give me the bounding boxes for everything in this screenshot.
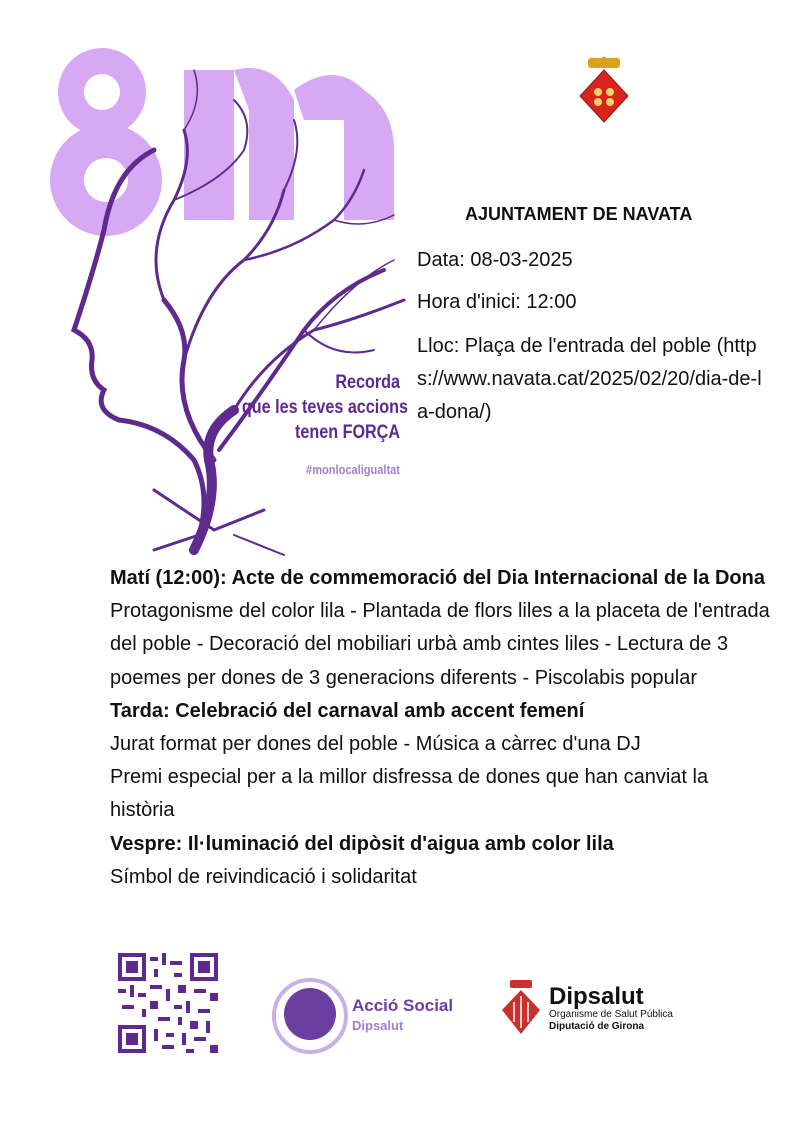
accio-social-name: Acció Social <box>352 996 454 1015</box>
morning-title: Matí (12:00): Acte de commemoració del Dia Internacional de la Dona <box>110 567 765 589</box>
dipsalut-shield-icon <box>500 980 542 1036</box>
slogan-line: que les teves accions <box>241 397 408 418</box>
event-start-time: Hora d'inici: 12:00 <box>417 291 577 313</box>
slogan-line: tenen FORÇA <box>295 422 400 443</box>
navata-coat-of-arms-icon <box>578 56 630 128</box>
dipsalut-subtitle: Organisme de Salut Pública <box>549 1009 673 1020</box>
event-place: Lloc: Plaça de l'entrada del poble (https://www.navata.cat/2025/02/20/dia-de-la-dona/) <box>417 335 762 423</box>
qr-code-icon[interactable] <box>118 953 218 1053</box>
organization-title: AJUNTAMENT DE NAVATA <box>465 204 693 224</box>
eight-m-tree-graphic <box>34 30 414 560</box>
poster-illustration <box>34 30 414 560</box>
dipsalut-name: Dipsalut <box>549 983 644 1010</box>
accio-social-sub: Dipsalut <box>352 1018 404 1033</box>
afternoon-title: Tarda: Celebració del carnaval amb accent femení <box>110 699 585 722</box>
slogan-line: Recorda <box>335 372 400 393</box>
evening-description: Símbol de reivindicació i solidaritat <box>110 865 417 888</box>
dipsalut-diputacio: Diputació de Girona <box>549 1021 645 1032</box>
event-date: Data: 08-03-2025 <box>417 249 573 271</box>
accio-social-logo-icon <box>272 978 348 1054</box>
poster-hashtag: #monlocaligualtat <box>306 462 400 477</box>
afternoon-line-2: Premi especial per a la millor disfressa de dones que han canviat la història <box>110 766 709 822</box>
poster-slogan <box>241 370 408 445</box>
event-program <box>110 562 770 894</box>
afternoon-line-1: Jurat format per dones del poble - Música a càrrec d'una DJ <box>110 733 641 756</box>
morning-description: Protagonisme del color lila - Plantada de flors liles a la placeta de l'entrada del poble - Decoració del mobiliari urbà amb cintes liles - Lectura de 3 poemes per dones de 3 generacions diferents - Piscolabis popular <box>110 600 770 689</box>
evening-title: Vespre: Il·luminació del dipòsit d'aigua amb color lila <box>110 832 614 855</box>
